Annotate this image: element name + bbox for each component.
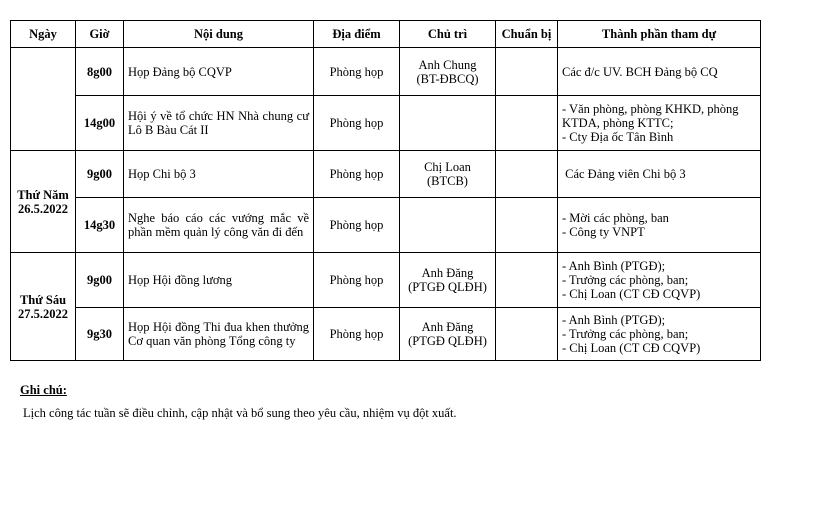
attendee-line: - Cty Địa ốc Tân Bình [562, 130, 674, 144]
time-cell: 14g00 [76, 96, 124, 151]
chair-line: (BTCB) [427, 174, 468, 188]
header-attendees: Thành phần tham dự [558, 21, 761, 48]
table-row [11, 308, 761, 361]
prep-cell [496, 48, 558, 96]
header-row [11, 21, 761, 48]
chair-line: Chị Loan [424, 160, 471, 174]
chair-line: (PTGĐ QLĐH) [408, 334, 487, 348]
header-time: Giờ [76, 21, 124, 48]
notes-text: Lịch công tác tuần sẽ điều chỉnh, cập nhật và bổ sung theo yêu cầu, nhiệm vụ đột xuất. [23, 406, 457, 420]
attendee-line: - Chị Loan (CT CĐ CQVP) [562, 341, 701, 355]
header-prep: Chuẩn bị [496, 21, 558, 48]
chair-line: (PTGĐ QLĐH) [408, 280, 487, 294]
header-place: Địa điểm [314, 21, 400, 48]
place-cell: Phòng họp [314, 198, 400, 253]
chair-line: Anh Đăng [421, 320, 474, 334]
chair-cell [400, 198, 496, 253]
content-cell: Họp Đảng bộ CQVP [124, 48, 314, 96]
place-cell: Phòng họp [314, 96, 400, 151]
chair-line: Anh Đăng [421, 266, 474, 280]
attendee-line: - Văn phòng, phòng KHKD, phòng KTDA, phòng KTTC; [562, 102, 739, 130]
content-cell: Họp Hội đồng lương [124, 253, 314, 308]
chair-cell [400, 308, 496, 361]
attendee-line: - Anh Bình (PTGĐ); [562, 259, 666, 273]
prep-cell [496, 198, 558, 253]
schedule-table [10, 20, 761, 361]
chair-cell [400, 253, 496, 308]
attendee-line: - Mời các phòng, ban [562, 211, 669, 225]
time-cell: 9g00 [76, 253, 124, 308]
prep-cell [496, 253, 558, 308]
time-cell: 9g30 [76, 308, 124, 361]
table-row [11, 151, 761, 198]
day-date: 26.5.2022 [18, 201, 68, 216]
table-row [11, 253, 761, 308]
time-cell: 14g30 [76, 198, 124, 253]
attendees-cell [558, 151, 761, 198]
day-cell-blank [11, 48, 76, 151]
content-cell: Nghe báo cáo các vướng mắc về phần mềm quản lý công văn đi đến [124, 198, 314, 253]
attendees-cell [558, 308, 761, 361]
attendee-line: Các Đảng viên Chi bộ 3 [562, 167, 686, 181]
chair-line: Anh Chung [418, 57, 477, 72]
attendees-cell [558, 48, 761, 96]
prep-cell [496, 96, 558, 151]
table-row [11, 96, 761, 151]
chair-line: (BT-ĐBCQ) [416, 71, 479, 86]
day-cell-friday [11, 253, 76, 361]
attendees-cell [558, 96, 761, 151]
chair-cell [400, 151, 496, 198]
place-cell: Phòng họp [314, 151, 400, 198]
notes-section [20, 383, 457, 421]
chair-cell [400, 48, 496, 96]
table-row [11, 198, 761, 253]
place-cell: Phòng họp [314, 308, 400, 361]
content-cell: Hội ý về tổ chức HN Nhà chung cư Lô B Bàu Cát II [124, 96, 314, 151]
attendees-cell [558, 253, 761, 308]
attendee-line: - Trưởng các phòng, ban; [562, 327, 689, 341]
prep-cell [496, 151, 558, 198]
prep-cell [496, 308, 558, 361]
day-cell-thursday [11, 151, 76, 253]
header-content: Nội dung [124, 21, 314, 48]
attendee-line: - Chị Loan (CT CĐ CQVP) [562, 287, 701, 301]
notes-title: Ghi chú: [20, 383, 67, 397]
content-cell: Họp Hội đồng Thi đua khen thưởng Cơ quan văn phòng Tổng công ty [124, 308, 314, 361]
attendee-line: - Công ty VNPT [562, 225, 645, 239]
time-cell: 8g00 [76, 48, 124, 96]
place-cell: Phòng họp [314, 253, 400, 308]
place-cell: Phòng họp [314, 48, 400, 96]
chair-cell [400, 96, 496, 151]
day-name: Thứ Sáu [19, 292, 67, 307]
day-date: 27.5.2022 [18, 306, 68, 321]
attendee-line: - Trưởng các phòng, ban; [562, 273, 689, 287]
header-chair: Chủ trì [400, 21, 496, 48]
table-row [11, 48, 761, 96]
content-cell: Họp Chi bộ 3 [124, 151, 314, 198]
header-day: Ngày [11, 21, 76, 48]
attendee-line: Các đ/c UV. BCH Đảng bộ CQ [562, 64, 718, 79]
day-name: Thứ Năm [17, 187, 69, 202]
attendee-line: - Anh Bình (PTGĐ); [562, 313, 666, 327]
attendees-cell [558, 198, 761, 253]
time-cell: 9g00 [76, 151, 124, 198]
